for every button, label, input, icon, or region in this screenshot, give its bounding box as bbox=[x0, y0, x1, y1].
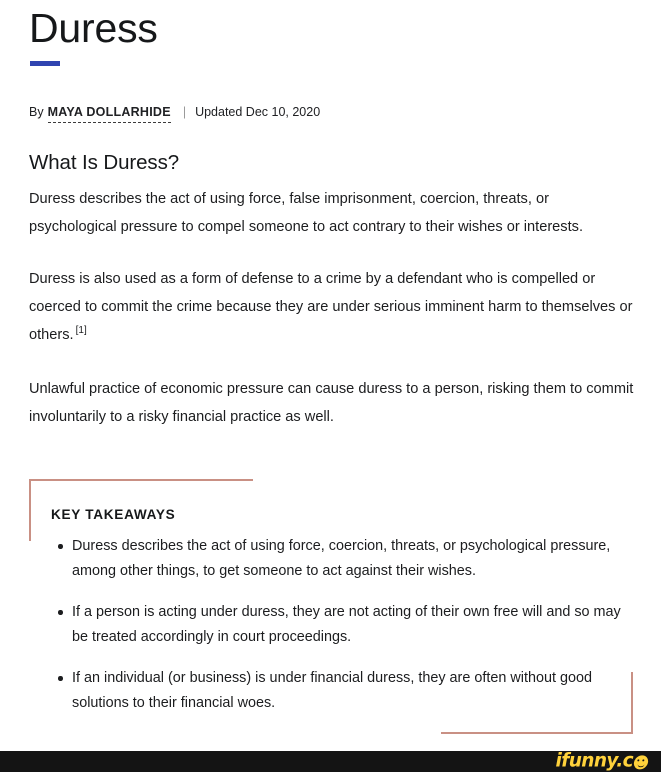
list-item: If a person is acting under duress, they are not acting of their own free will and so may be treated accordingly in court proceedings. bbox=[72, 600, 621, 650]
page-title: Duress bbox=[29, 5, 158, 51]
ifunny-watermark bbox=[555, 749, 648, 771]
watermark-bar bbox=[0, 751, 661, 772]
paragraph-2 bbox=[29, 265, 635, 349]
paragraph-3: Unlawful practice of economic pressure can cause duress to a person, risking them to commit involuntarily to a risky financial practice as well. bbox=[29, 381, 634, 425]
paragraph-1: Duress describes the act of using force, false imprisonment, coercion, threats, or psychological pressure to compel someone to act contrary to their wishes or interests. bbox=[29, 191, 584, 235]
takeaways-title: KEY TAKEAWAYS bbox=[51, 507, 176, 522]
list-item: Duress describes the act of using force, coercion, threats, or psychological pressure, among other things, to get someone to act against their wishes. bbox=[72, 534, 621, 584]
byline-by-label: By bbox=[29, 105, 44, 119]
byline-updated-date: Updated Dec 10, 2020 bbox=[195, 105, 321, 119]
list-item: If an individual (or business) is under financial duress, they are often without good solutions to their financial woes. bbox=[72, 666, 621, 716]
paragraph-2-text: Duress is also used as a form of defense to a crime by a defendant who is compelled or coerced to commit the crime because they are under serious imminent harm to themselves or others. bbox=[29, 271, 633, 343]
takeaways-content bbox=[51, 507, 621, 716]
smiley-face-icon bbox=[633, 755, 649, 769]
article-body bbox=[29, 150, 639, 455]
footnote-reference-1[interactable]: [1] bbox=[75, 325, 87, 337]
section-heading: What Is Duress? bbox=[29, 151, 180, 174]
byline bbox=[29, 104, 320, 123]
watermark-text: ifunny.c bbox=[555, 749, 633, 771]
takeaways-list bbox=[51, 534, 621, 716]
byline-separator: | bbox=[182, 105, 187, 119]
title-accent-rule bbox=[30, 61, 60, 66]
byline-author-link[interactable]: MAYA DOLLARHIDE bbox=[48, 104, 171, 123]
key-takeaways-box bbox=[29, 479, 633, 734]
